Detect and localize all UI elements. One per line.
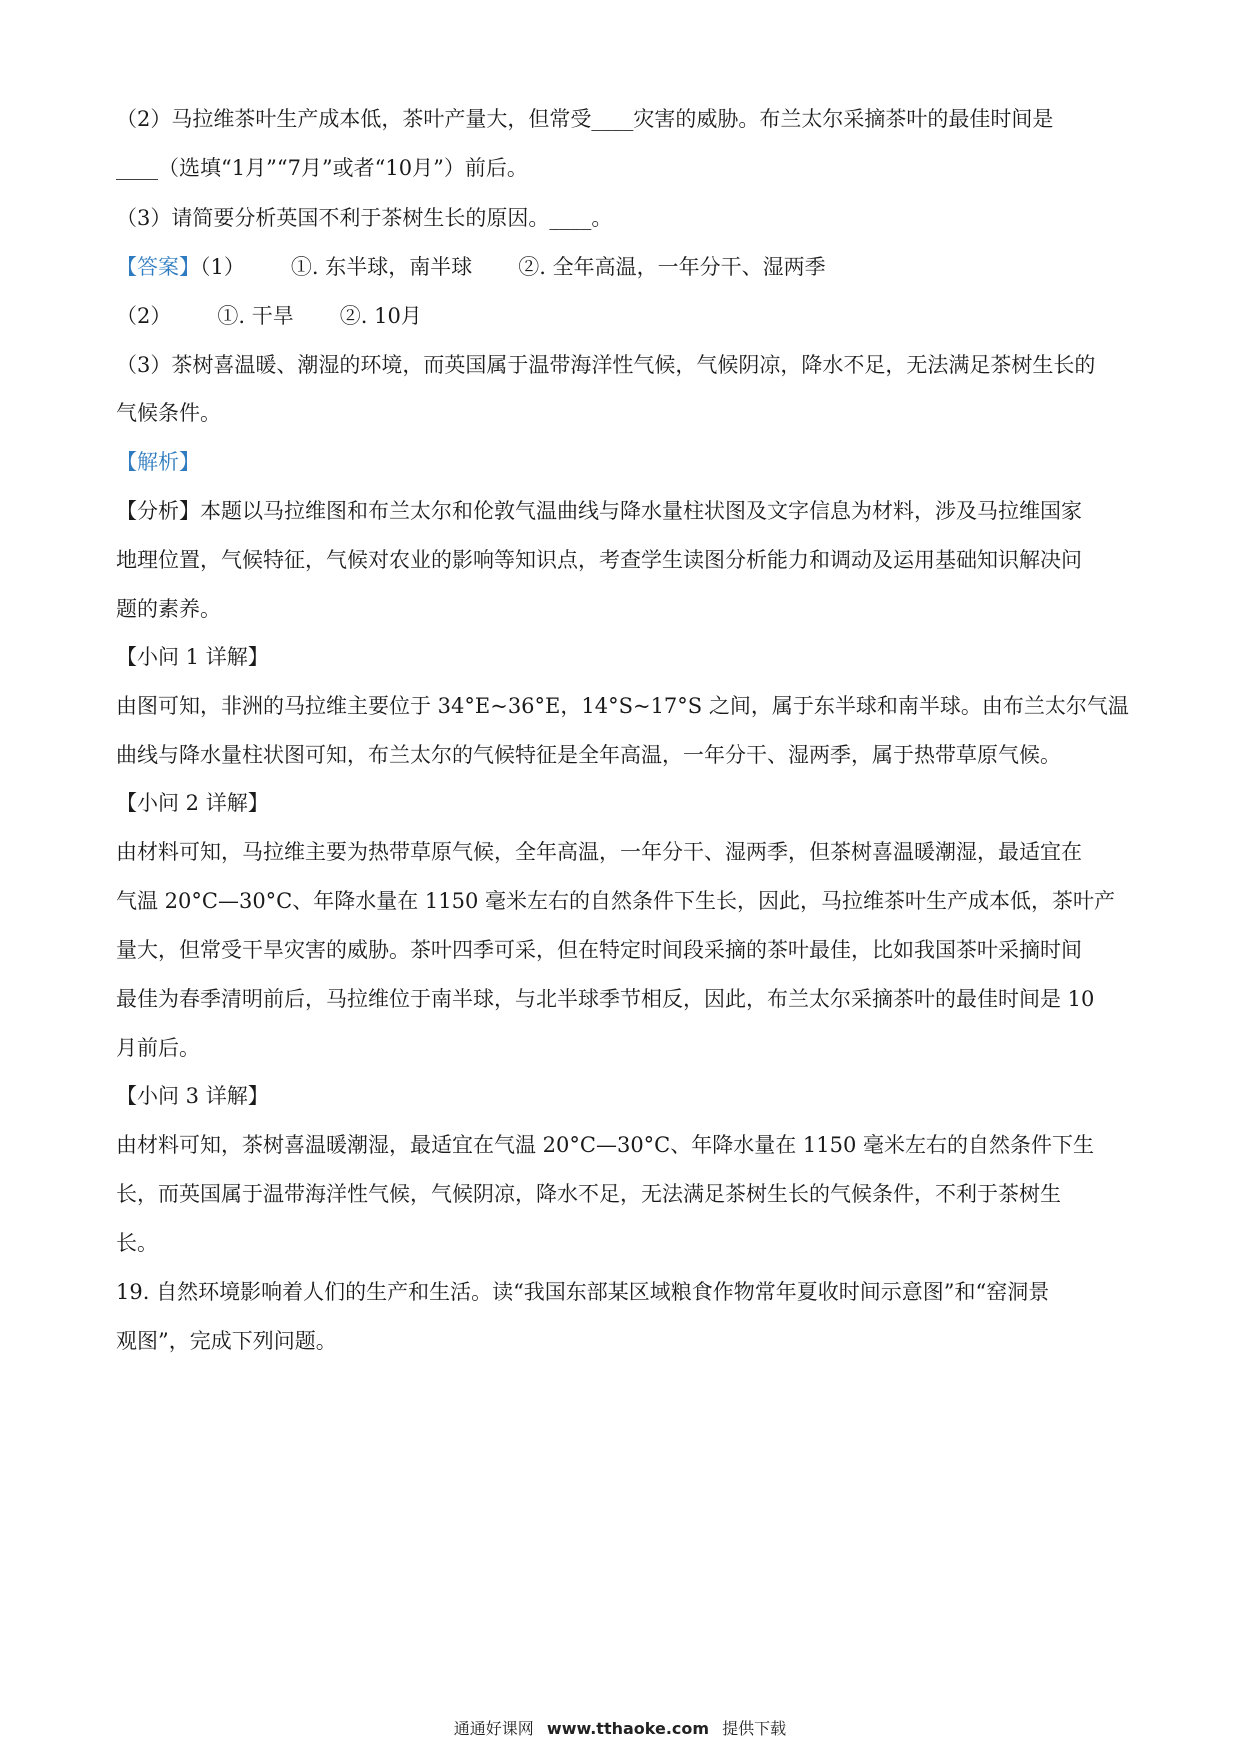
answer-part2-number: （2） bbox=[116, 304, 172, 328]
q2-line-2: ____（选填“1月”“7月”或者“10月”）前后。 bbox=[116, 156, 528, 180]
answer-part1-a: ①. 东半球，南半球 bbox=[290, 255, 473, 279]
page-footer bbox=[0, 1718, 1240, 1740]
answer-part3-line-1: （3）茶树喜温暖、潮湿的环境，而英国属于温带海洋性气候，气候阴凉，降水不足，无法满足茶树生长的 bbox=[116, 353, 1096, 377]
answer-part1-b: ②. 全年高温，一年分干、湿两季 bbox=[518, 255, 826, 279]
section-1-title: 【小问 1 详解】 bbox=[116, 645, 269, 669]
section-3-line-2: 长，而英国属于温带海洋性气候，气候阴凉，降水不足，无法满足茶树生长的气候条件，不利于茶树生 bbox=[116, 1182, 1061, 1206]
answer-part1-number: （1） bbox=[200, 255, 245, 279]
section-2-line-1: 由材料可知，马拉维主要为热带草原气候，全年高温，一年分干、湿两季，但茶树喜温暖潮湿，最适宜在 bbox=[116, 840, 1082, 864]
answer-label: 【答案】 bbox=[116, 255, 200, 279]
answer-part2-a: ①. 干旱 bbox=[217, 304, 294, 328]
question-19-line-1: 19. 自然环境影响着人们的生产和生活。读“我国东部某区域粮食作物常年夏收时间示意图”和“窑洞景 bbox=[116, 1280, 1050, 1304]
answer-part2-b: ②. 10月 bbox=[339, 304, 422, 328]
answer-part3-line-2: 气候条件。 bbox=[116, 401, 221, 425]
footer-site-name: 通通好课网 bbox=[453, 1719, 534, 1738]
section-1-line-1: 由图可知，非洲的马拉维主要位于 34°E~36°E，14°S~17°S 之间，属于东半球和南半球。由布兰太尔气温 bbox=[116, 694, 1129, 718]
section-2-line-2: 气温 20°C—30°C、年降水量在 1150 毫米左右的自然条件下生长，因此，马拉维茶叶生产成本低，茶叶产 bbox=[116, 889, 1116, 913]
section-3-line-3: 长。 bbox=[116, 1231, 158, 1255]
section-2-line-3: 量大，但常受干旱灾害的威胁。茶叶四季可采，但在特定时间段采摘的茶叶最佳，比如我国茶叶采摘时间 bbox=[116, 938, 1082, 962]
analysis-intro-line-3: 题的素养。 bbox=[116, 597, 221, 621]
section-2-line-4: 最佳为春季清明前后，马拉维位于南半球，与北半球季节相反，因此，布兰太尔采摘茶叶的最佳时间是 10 bbox=[116, 987, 1095, 1011]
footer-tail: 提供下载 bbox=[722, 1719, 787, 1738]
section-3-title: 【小问 3 详解】 bbox=[116, 1084, 269, 1108]
q2-line-1: （2）马拉维茶叶生产成本低，茶叶产量大，但常受____灾害的威胁。布兰太尔采摘茶叶的最佳时间是 bbox=[116, 107, 1054, 131]
section-3-line-1: 由材料可知，茶树喜温暖潮湿，最适宜在气温 20°C—30°C、年降水量在 1150 毫米左右的自然条件下生 bbox=[116, 1133, 1095, 1157]
answer-line-1 bbox=[116, 252, 1140, 282]
section-1-line-2: 曲线与降水量柱状图可知，布兰太尔的气候特征是全年高温，一年分干、湿两季，属于热带草原气候。 bbox=[116, 743, 1061, 767]
analysis-intro-line-2: 地理位置，气候特征，气候对农业的影响等知识点，考查学生读图分析能力和调动及运用基础知识解决问 bbox=[116, 548, 1082, 572]
question-19-line-2: 观图”，完成下列问题。 bbox=[116, 1329, 337, 1353]
analysis-intro-line-1: 【分析】本题以马拉维图和布兰太尔和伦敦气温曲线与降水量柱状图及文字信息为材料，涉及马拉维国家 bbox=[116, 499, 1082, 523]
footer-url-link[interactable]: www.tthaoke.com bbox=[546, 1719, 710, 1738]
q3-line-1: （3）请简要分析英国不利于茶树生长的原因。____。 bbox=[116, 206, 613, 230]
answer-line-2 bbox=[116, 301, 1140, 331]
section-2-title: 【小问 2 详解】 bbox=[116, 791, 269, 815]
section-2-line-5: 月前后。 bbox=[116, 1036, 200, 1060]
analysis-label: 【解析】 bbox=[116, 450, 200, 474]
